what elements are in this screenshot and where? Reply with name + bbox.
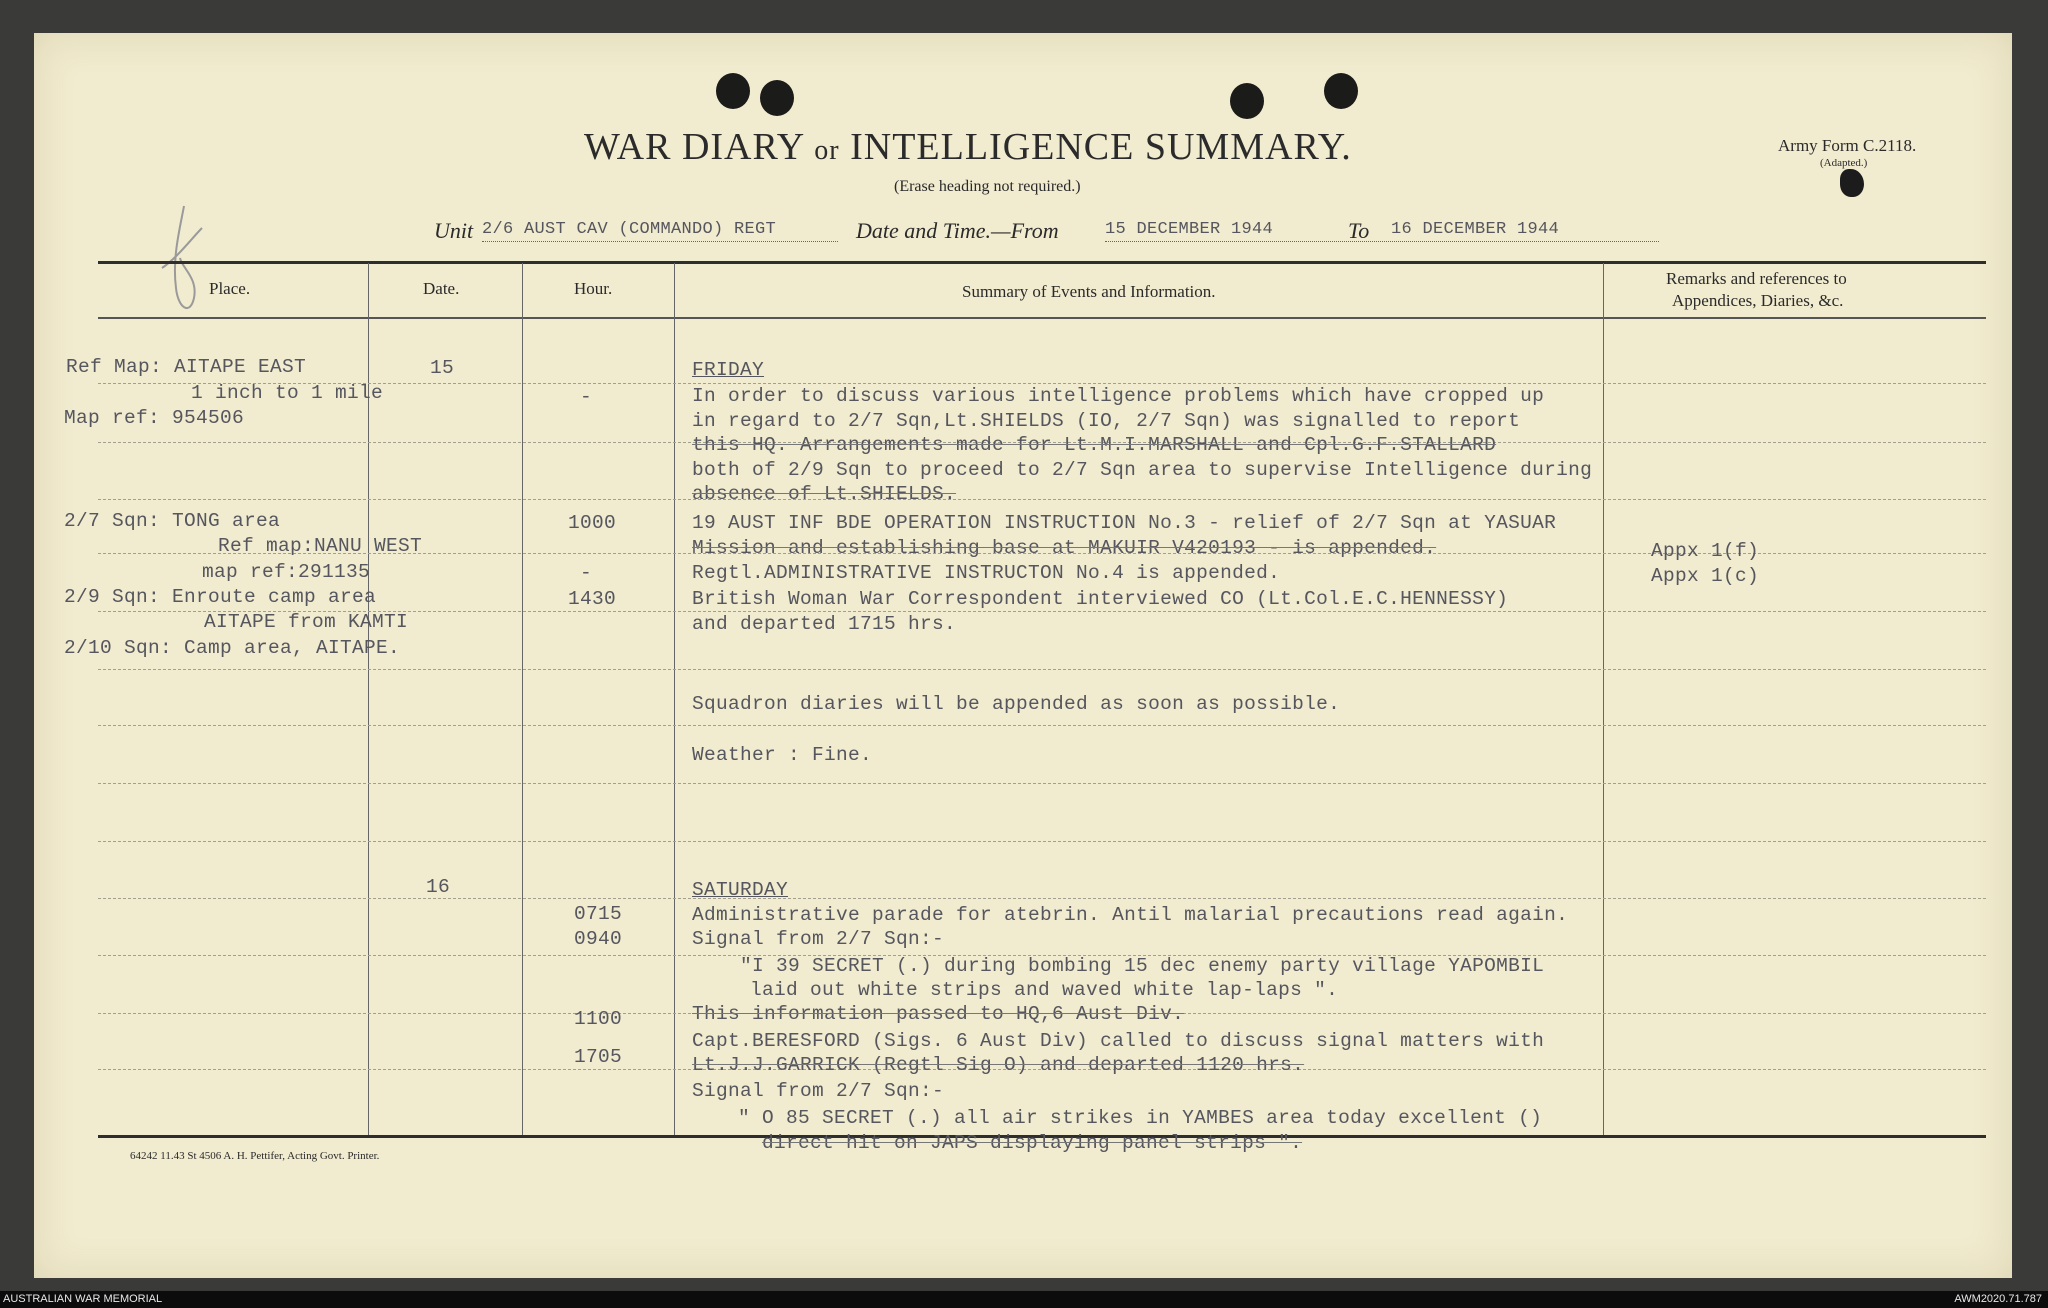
army-form-number: Army Form C.2118. [1778,136,1917,155]
ruled-line [98,499,1986,500]
column-divider [522,263,523,1135]
summary-line: In order to discuss various intelligence problems which have cropped up [692,385,1545,407]
summary-line: Mission and establishing base at MAKUIR V420193 - is appended. [692,537,1437,559]
table-top-border [98,261,1986,264]
summary-line: both of 2/9 Sqn to proceed to 2/7 Sqn area to supervise Intelligence during [692,459,1593,481]
summary-line: Signal from 2/7 Sqn:- [692,928,945,950]
hour-entry: 1100 [574,1008,623,1030]
hour-entry: 1705 [574,1046,623,1068]
punch-hole [1230,83,1264,119]
summary-line: British Woman War Correspondent interviewed CO (Lt.Col.E.C.HENNESSY) [692,588,1509,610]
column-header-remarks: Remarks and references to [1666,269,1847,288]
place-entry: 1 inch to 1 mile [191,382,384,404]
summary-line: Signal from 2/7 Sqn:- [692,1080,945,1102]
place-entry: Ref map:NANU WEST [218,535,423,557]
summary-line: " O 85 SECRET (.) all air strikes in YAMBES area today excellent () [738,1107,1543,1129]
place-entry: AITAPE from KAMTI [204,611,409,633]
to-label: To [1348,218,1370,243]
date-underline [1105,241,1659,242]
place-entry: 2/7 Sqn: TONG area [64,510,281,532]
hour-entry: 0715 [574,903,623,925]
date-entry: 16 [426,876,451,898]
archive-reference: AWM2020.71.787 [1954,1293,2042,1305]
hour-entry: - [580,562,593,584]
ink-mark [1840,169,1864,197]
unit-value: 2/6 AUST CAV (COMMANDO) REGT [482,220,777,239]
summary-line: This information passed to HQ,6 Aust Div. [692,1003,1185,1025]
summary-line: and departed 1715 hrs. [692,613,957,635]
printer-imprint: 64242 11.43 St 4506 A. H. Pettifer, Acting Govt. Printer. [130,1150,380,1162]
summary-line: Administrative parade for atebrin. Antil malarial precautions read again. [692,904,1569,926]
remarks-entry: Appx 1(c) [1651,565,1760,587]
archive-name: AUSTRALIAN WAR MEMORIAL [3,1293,163,1305]
remarks-entry: Appx 1(f) [1651,540,1760,562]
column-divider [674,263,675,1135]
hour-entry: 1000 [568,512,617,534]
column-divider [1603,263,1604,1135]
unit-underline [482,241,838,242]
ruled-line [98,841,1986,842]
summary-line: FRIDAY [692,359,765,381]
table-header-separator [98,317,1986,319]
column-header-hour: Hour. [574,279,613,298]
column-header-place: Place. [209,279,251,298]
date-from-value: 15 DECEMBER 1944 [1105,220,1274,239]
punch-hole [716,73,750,109]
war-diary-page [34,33,2012,1278]
summary-line: Lt.J.J.GARRICK (Regtl Sig O) and departed 1120 hrs. [692,1054,1305,1076]
place-entry: 2/9 Sqn: Enroute camp area [64,586,377,608]
column-header-date: Date. [423,279,460,298]
summary-line: in regard to 2/7 Sqn,Lt.SHIELDS (IO, 2/7 Sqn) was signalled to report [692,410,1521,432]
summary-line: Squadron diaries will be appended as soon as possible. [692,693,1341,715]
ruled-line [98,725,1986,726]
punch-hole [1324,73,1358,109]
summary-line: Weather : Fine. [692,744,873,766]
summary-line: Capt.BERESFORD (Sigs. 6 Aust Div) called to discuss signal matters with [692,1030,1545,1052]
archive-footer [0,1291,2048,1308]
adapted-note: (Adapted.) [1820,157,1868,169]
column-header-summary: Summary of Events and Information. [962,282,1216,301]
date-entry: 15 [430,357,455,379]
column-header-remarks: Appendices, Diaries, &c. [1672,291,1844,310]
hour-entry: 0940 [574,928,623,950]
place-entry: 2/10 Sqn: Camp area, AITAPE. [64,637,401,659]
summary-line: "I 39 SECRET (.) during bombing 15 dec enemy party village YAPOMBIL [740,955,1545,977]
form-title: WAR DIARY or INTELLIGENCE SUMMARY. [584,126,1352,168]
unit-label: Unit [434,218,474,243]
punch-hole [760,80,794,116]
hour-entry: - [580,386,593,408]
place-entry: Map ref: 954506 [64,407,245,429]
date-to-value: 16 DECEMBER 1944 [1391,220,1560,239]
form-subtitle: (Erase heading not required.) [894,178,1081,195]
place-entry: Ref Map: AITAPE EAST [66,356,307,378]
summary-line: absence of Lt.SHIELDS. [692,483,957,505]
date-time-label: Date and Time.—From [856,218,1059,243]
place-entry: map ref:291135 [202,561,371,583]
summary-line: laid out white strips and waved white lap-laps ". [750,979,1339,1001]
summary-line: this HQ. Arrangements made for Lt.M.I.MARSHALL and Cpl.G.F.STALLARD [692,434,1497,456]
ruled-line [98,898,1986,899]
summary-line: Regtl.ADMINISTRATIVE INSTRUCTON No.4 is appended. [692,562,1281,584]
ruled-line [98,669,1986,670]
hour-entry: 1430 [568,588,617,610]
summary-line: direct hit on JAPS displaying panel strips ". [762,1132,1303,1154]
summary-line: 19 AUST INF BDE OPERATION INSTRUCTION No.3 - relief of 2/7 Sqn at YASUAR [692,512,1557,534]
ruled-line [98,783,1986,784]
summary-line: SATURDAY [692,879,789,901]
